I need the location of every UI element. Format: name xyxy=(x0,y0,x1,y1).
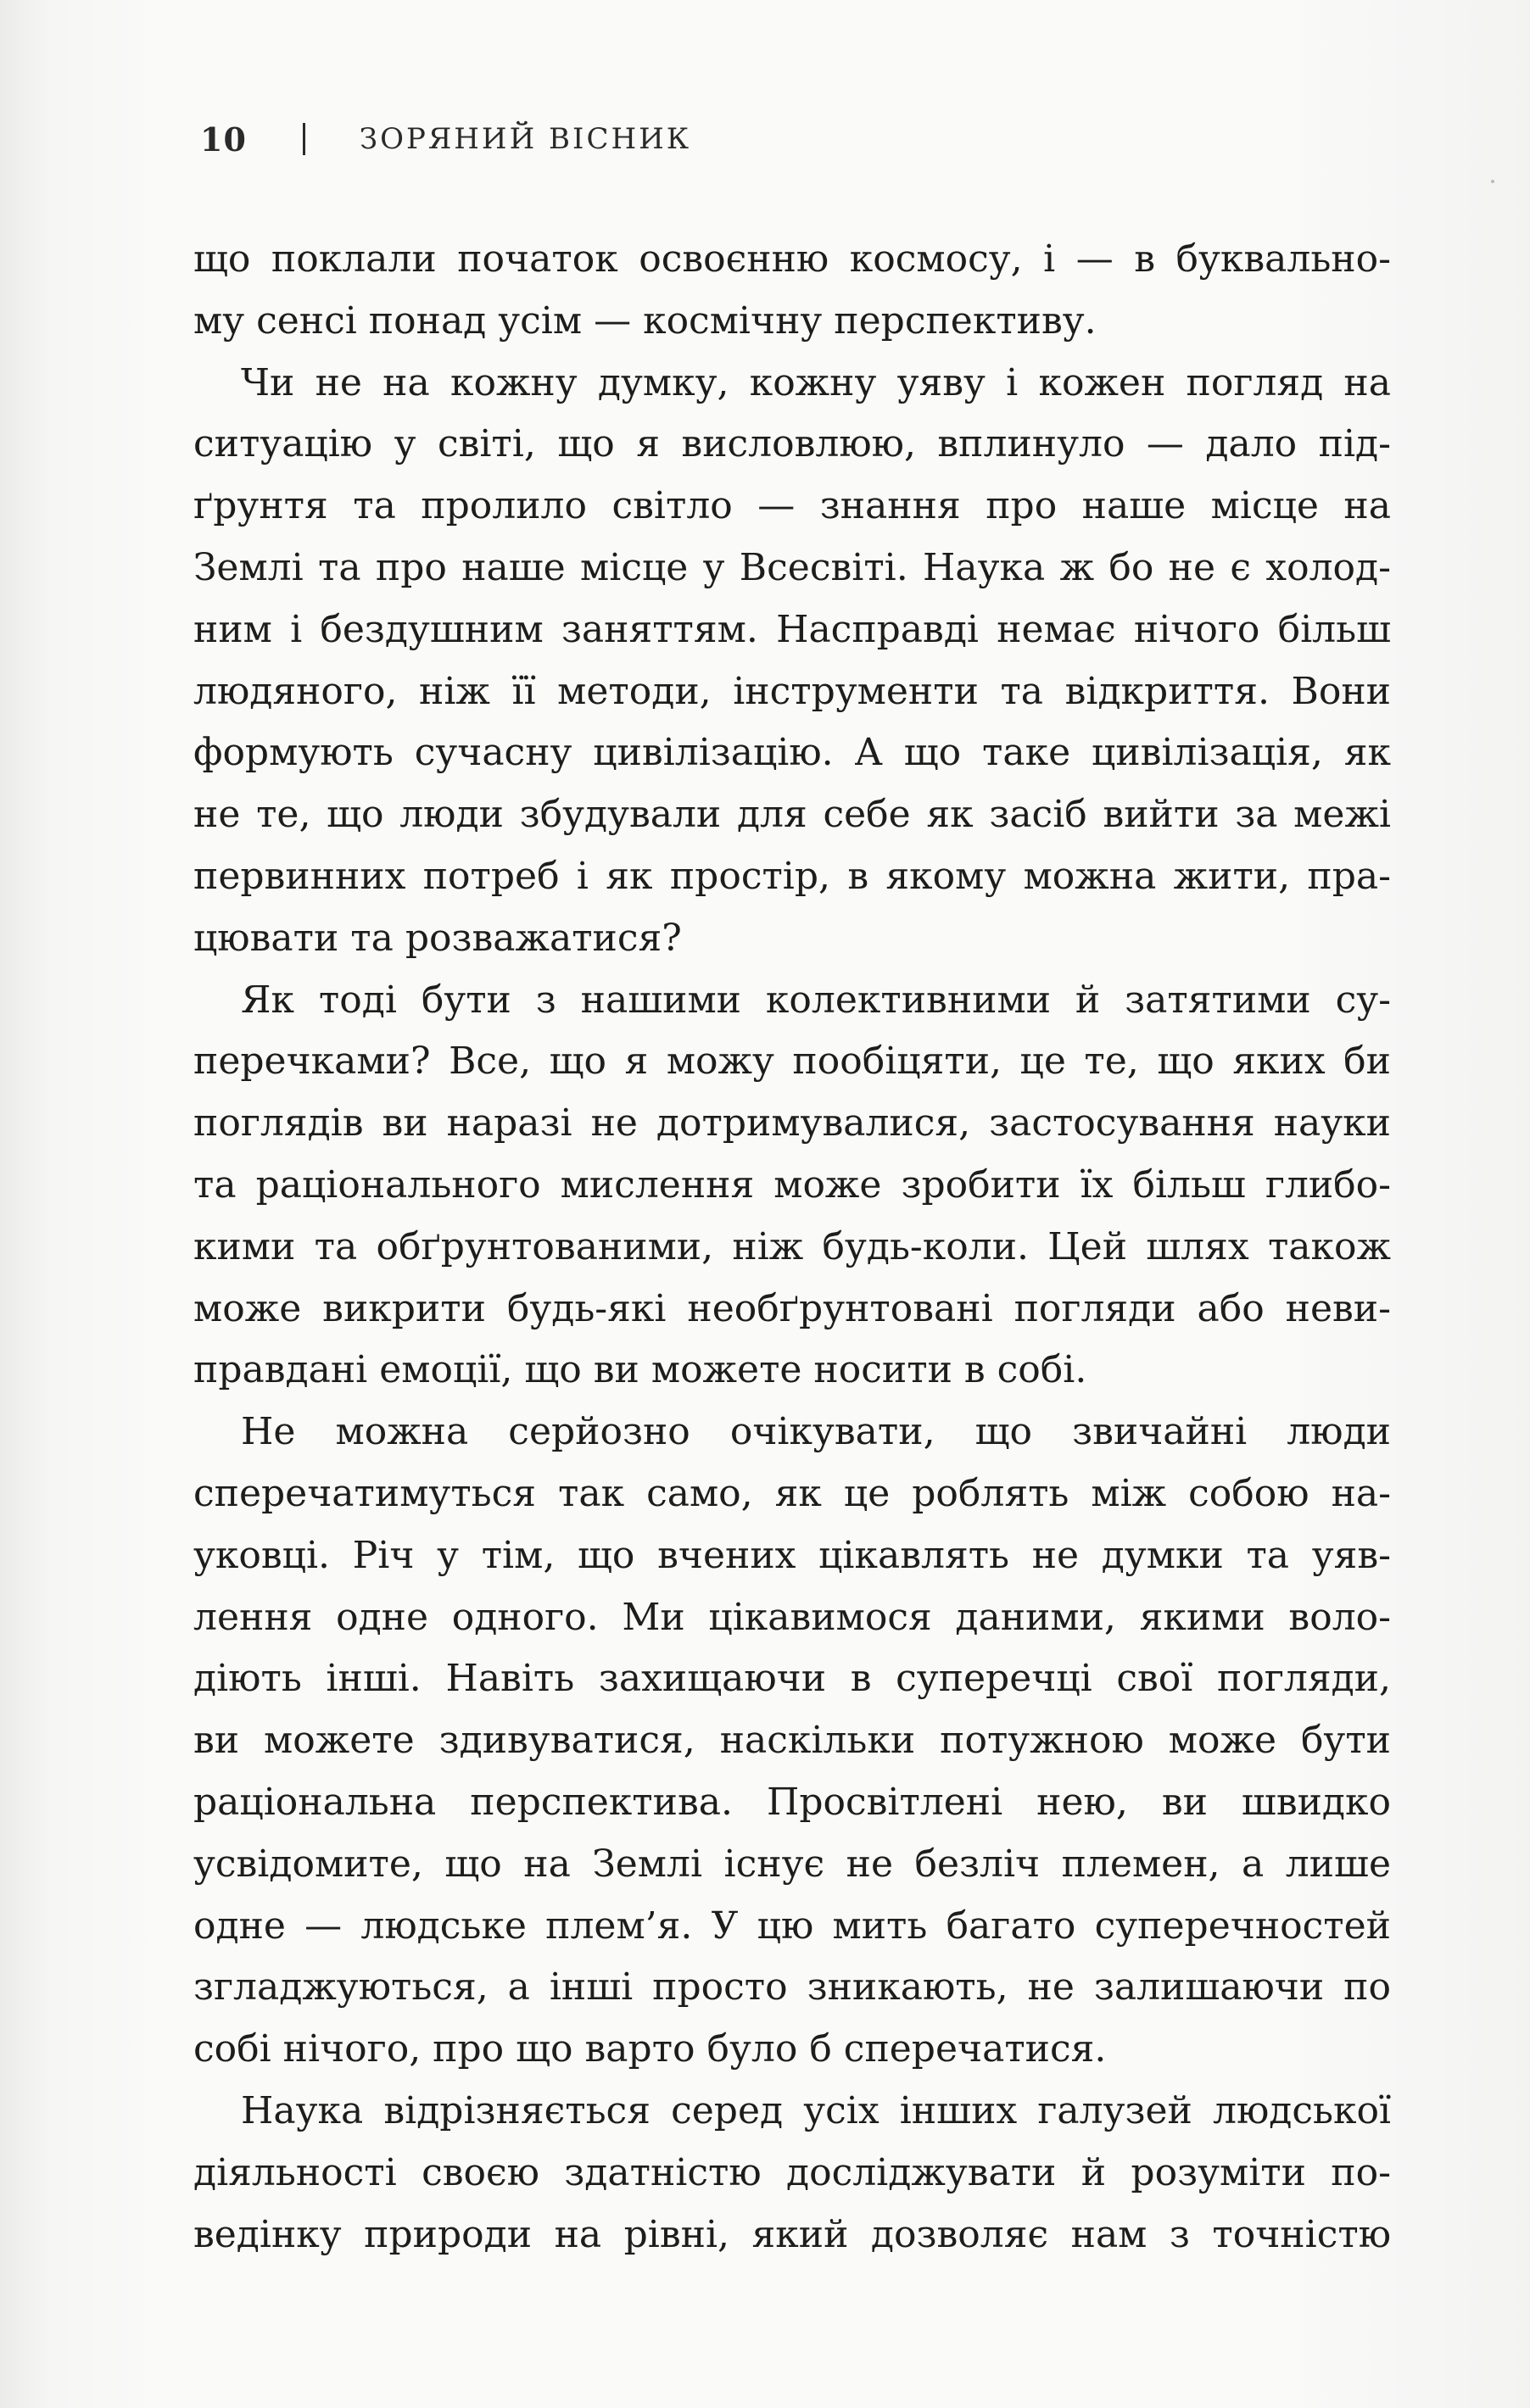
text-line: не те, що люди збудували для себе як засіб вийти за межі xyxy=(193,793,1391,837)
text-line: діють інші. Навіть захищаючи в суперечці свої погляди, xyxy=(193,1657,1391,1701)
text-line: Землі та про наше місце у Всесвіті. Наука ж бо не є холод- xyxy=(193,545,1391,589)
text-line: ґрунтя та пролило світло — знання про наше місце на xyxy=(193,484,1391,528)
paragraph xyxy=(193,1402,1391,2081)
text-line: одне — людське плем’я. У цю мить багато суперечностей xyxy=(193,1904,1391,1948)
text-line: собі нічого, про що варто було б сперечатися. xyxy=(193,2027,1107,2071)
body-text xyxy=(193,229,1391,2266)
text-line: згладжуються, а інші просто зникають, не залишаючи по xyxy=(193,1965,1391,2009)
text-line: може викрити будь-які необґрунтовані погляди або неви- xyxy=(193,1286,1391,1330)
text-line: кими та обґрунтованими, ніж будь-коли. Цей шлях також xyxy=(193,1224,1391,1268)
scan-speck xyxy=(1491,180,1494,183)
text-line: уковці. Річ у тім, що вчених цікавлять не думки та уяв- xyxy=(193,1533,1391,1577)
text-line: поглядів ви наразі не дотримувалися, застосування науки xyxy=(193,1101,1391,1145)
text-line: людяного, ніж її методи, інструменти та відкриття. Вони xyxy=(193,669,1391,713)
text-line: ним і бездушним заняттям. Насправді немає нічого більш xyxy=(193,607,1391,651)
text-line: ведінку природи на рівні, який дозволяє нам з точністю xyxy=(193,2212,1391,2256)
text-line: ви можете здивуватися, наскільки потужною може бути xyxy=(193,1719,1391,1763)
text-line: Не можна серйозно очікувати, що звичайні люди xyxy=(241,1410,1391,1454)
paragraph xyxy=(193,970,1391,1402)
book-title: ЗОРЯНИЙ ВІСНИК xyxy=(359,122,692,156)
text-line: ситуацію у світі, що я висловлюю, вплинуло — дало під- xyxy=(193,422,1391,466)
running-head xyxy=(200,114,691,164)
text-line: раціональна перспектива. Просвітлені нею, ви швидко xyxy=(193,1780,1391,1824)
text-line: первинних потреб і як простір, в якому можна жити, пра- xyxy=(193,854,1391,898)
text-line: цювати та розважатися? xyxy=(193,916,682,960)
text-line: лення одне одного. Ми цікавимося даними, якими воло- xyxy=(193,1595,1391,1639)
page-number: 10 xyxy=(200,120,247,159)
text-line: правдані емоції, що ви можете носити в собі. xyxy=(193,1348,1087,1392)
text-line: Чи не на кожну думку, кожну уяву і кожен погляд на xyxy=(241,360,1391,404)
text-line: Наука відрізняється серед усіх інших галузей людської xyxy=(241,2088,1391,2132)
header-divider xyxy=(303,123,305,155)
text-line: сперечатимуться так само, як це роблять між собою на- xyxy=(193,1471,1391,1515)
paragraph xyxy=(193,229,1391,353)
text-line: перечками? Все, що я можу пообіцяти, це те, що яких би xyxy=(193,1040,1391,1084)
text-line: Як тоді бути з нашими колективними й затятими су- xyxy=(241,978,1391,1022)
paragraph xyxy=(193,353,1391,970)
text-line: що поклали початок освоєнню космосу, і — в буквально- xyxy=(193,237,1391,281)
text-line: та раціонального мислення може зробити їх більш глибо- xyxy=(193,1162,1391,1207)
text-line: діяльності своєю здатністю досліджувати й розуміти по- xyxy=(193,2150,1391,2194)
text-line: усвідомите, що на Землі існує не безліч племен, а лише xyxy=(193,1842,1391,1886)
text-line: формують сучасну цивілізацію. А що таке цивілізація, як xyxy=(193,731,1391,775)
paragraph xyxy=(193,2081,1391,2266)
text-line: му сенсі понад усім — космічну перспективу. xyxy=(193,298,1097,343)
